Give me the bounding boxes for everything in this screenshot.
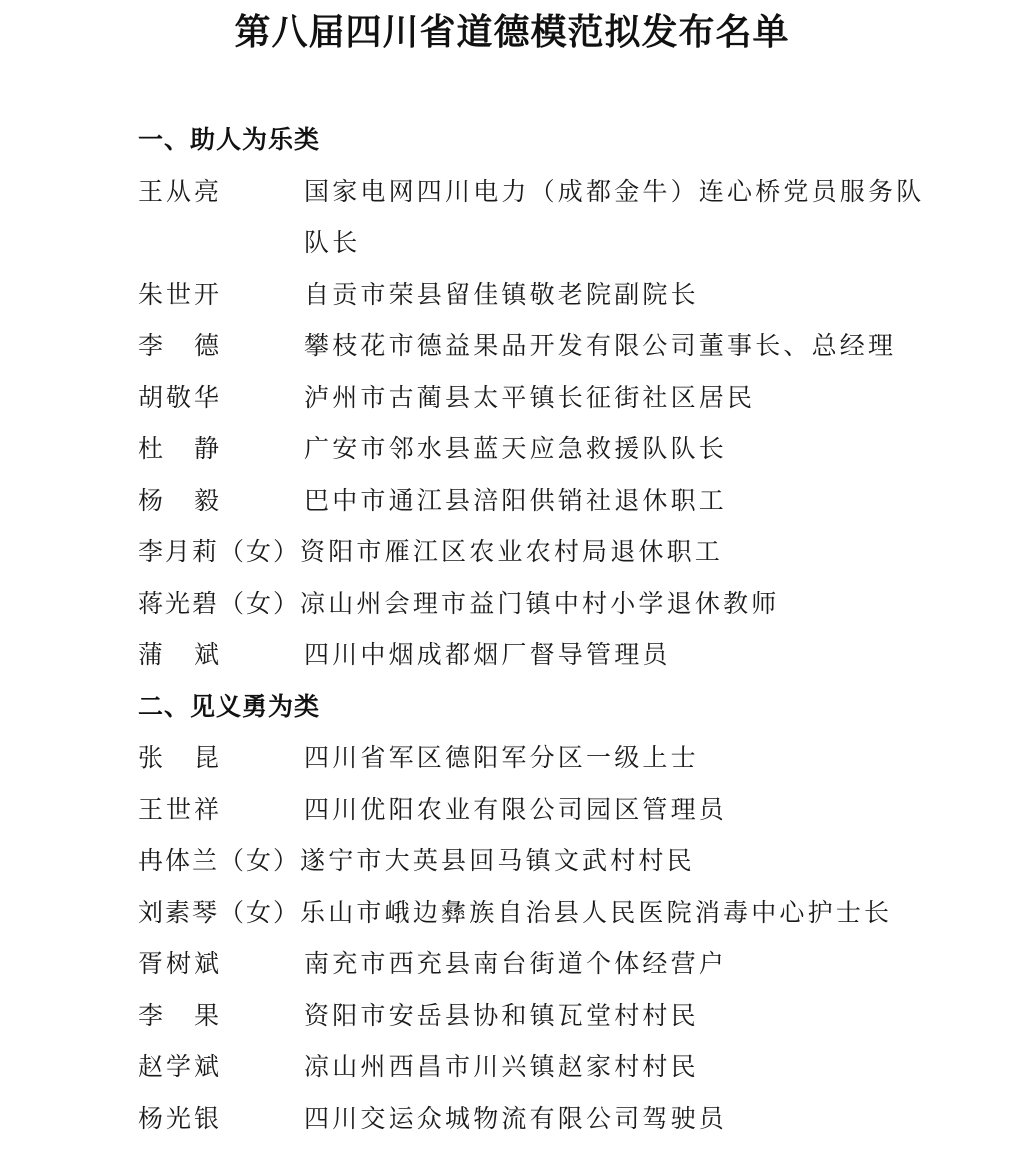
person-name: 蒲 斌: [138, 640, 223, 669]
person-name: 蒋光碧（女）: [138, 588, 301, 618]
person-description: 南充市西充县南台街道个体经营户: [304, 949, 728, 978]
person-name: 杜 静: [138, 434, 223, 463]
person-name: 胥树斌: [138, 949, 223, 978]
person-description: 泸州市古蔺县太平镇长征街社区居民: [304, 382, 756, 412]
person-name: 朱世开: [138, 279, 223, 309]
list-item: [138, 1041, 938, 1093]
document-body: [138, 114, 938, 1144]
list-item: [138, 1093, 938, 1145]
person-name: 李月莉（女）: [138, 537, 301, 566]
person-description: 广安市邻水县蓝天应急救援队队长: [304, 434, 728, 463]
list-item: [138, 938, 938, 990]
person-description: 攀枝花市德益果品开发有限公司董事长、总经理: [304, 331, 897, 360]
person-description: 四川省军区德阳军分区一级上士: [304, 743, 699, 772]
person-description: 四川中烟成都烟厂督导管理员: [304, 640, 671, 669]
person-description: 四川交运众城物流有限公司驾驶员: [304, 1103, 728, 1133]
list-item: [138, 629, 938, 681]
section-bravery: [138, 681, 938, 1145]
person-description: 遂宁市大英县回马镇文武村村民: [300, 846, 695, 875]
person-name: 刘素琴（女）: [138, 897, 301, 927]
person-description: 巴中市通江县涪阳供销社退休职工: [304, 485, 728, 515]
person-description: 国家电网四川电力（成都金牛）连心桥党员服务队队长: [304, 176, 925, 257]
person-name: 张 昆: [138, 743, 223, 772]
section-helping-others: [138, 114, 938, 681]
person-name: 王从亮: [138, 176, 223, 206]
person-name: 李 德: [138, 331, 223, 360]
section-heading: 一、助人为乐类: [138, 125, 321, 154]
person-name: 王世祥: [138, 794, 223, 824]
list-item: [138, 990, 938, 1042]
person-description: 资阳市安岳县协和镇瓦堂村村民: [304, 1000, 699, 1030]
document-title: 第八届四川省道德模范拟发布名单: [234, 12, 790, 53]
list-item: [138, 166, 938, 269]
list-item: [138, 526, 938, 578]
person-name: 杨 毅: [138, 485, 223, 515]
person-description: 自贡市荣县留佳镇敬老院副院长: [304, 279, 699, 309]
person-description: 资阳市雁江区农业农村局退休职工: [300, 537, 724, 566]
person-description: 乐山市峨边彝族自治县人民医院消毒中心护士长: [300, 897, 893, 927]
person-name: 赵学斌: [138, 1052, 223, 1081]
person-description: 凉山州会理市益门镇中村小学退休教师: [300, 588, 780, 618]
person-name: 李 果: [138, 1000, 223, 1030]
list-item: [138, 835, 938, 887]
list-item: [138, 269, 938, 321]
list-item: [138, 887, 938, 939]
person-name: 冉体兰（女）: [138, 846, 301, 875]
list-item: [138, 784, 938, 836]
person-description: 四川优阳农业有限公司园区管理员: [304, 794, 728, 824]
person-name: 杨光银: [138, 1103, 223, 1133]
list-item: [138, 475, 938, 527]
person-description: 凉山州西昌市川兴镇赵家村村民: [304, 1052, 699, 1081]
person-name: 胡敬华: [138, 382, 223, 412]
list-item: [138, 732, 938, 784]
list-item: [138, 423, 938, 475]
section-heading: 二、见义勇为类: [138, 691, 321, 721]
list-item: [138, 578, 938, 630]
list-item: [138, 372, 938, 424]
list-item: [138, 320, 938, 372]
